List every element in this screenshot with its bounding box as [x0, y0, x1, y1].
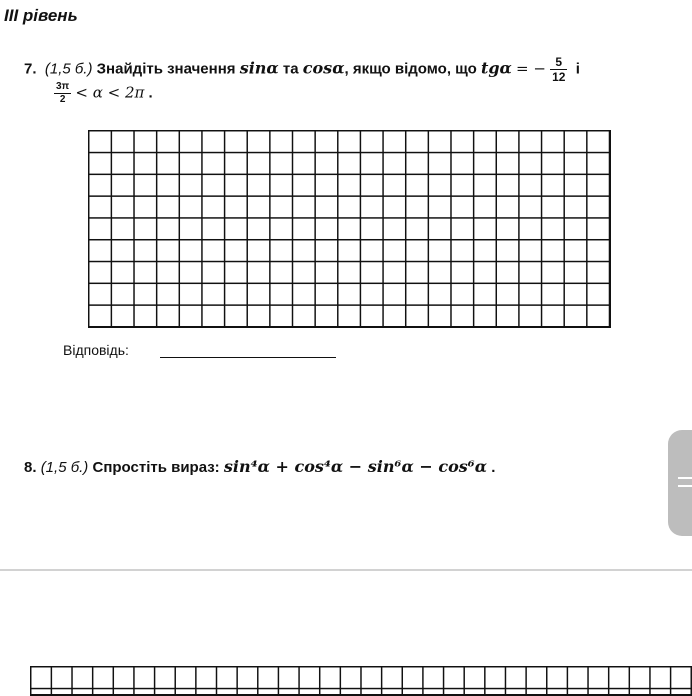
answer-grid-2 — [30, 666, 692, 696]
answer-line[interactable] — [160, 357, 336, 358]
task-8-points: (1,5 б.) — [40, 459, 89, 476]
task-7-cos: cosα — [302, 58, 345, 78]
task-7-points: (1,5 б.) — [44, 60, 93, 78]
task-7-fraction-num: 5 — [550, 56, 567, 70]
task-8-expression: sin⁴α + cos⁴α − sin⁶α − cos⁶α — [223, 457, 488, 476]
answer-grid — [88, 130, 611, 328]
task-8-statement — [24, 457, 495, 476]
task-7-statement — [24, 56, 580, 83]
menu-icon-bar-bottom — [678, 485, 692, 487]
task-7-and2: і — [575, 60, 580, 78]
task-7-sin: sinα — [239, 58, 279, 78]
task-7-period: . — [148, 84, 153, 102]
task-7-fraction-den: 12 — [552, 70, 566, 84]
task-7-cond-den: 2 — [59, 94, 66, 105]
task-7-cond-rest: < α < 2π — [75, 83, 145, 102]
level-heading: III рівень — [4, 6, 78, 25]
task-7-condition — [54, 82, 153, 105]
task-8-number: 8. — [24, 459, 37, 476]
task-8-period: . — [491, 459, 496, 476]
task-7-and: та — [282, 60, 299, 78]
task-7-tg: tgα — [480, 58, 512, 78]
task-7-cond-fraction — [54, 82, 71, 105]
side-panel-tab[interactable] — [668, 430, 692, 536]
page-divider — [0, 569, 692, 571]
task-7-cond-num: 3π — [56, 81, 70, 92]
task-7-number: 7. — [24, 60, 37, 78]
task-7-text-known: , якщо відомо, що — [344, 60, 477, 78]
menu-icon-bar-top — [678, 477, 692, 479]
answer-label: Відповідь: — [63, 342, 129, 358]
task-7-text-find: Знайдіть значення — [96, 60, 236, 78]
task-8-text: Спростіть вираз: — [92, 459, 220, 476]
task-7-fraction — [550, 56, 567, 83]
task-7-equals: = − — [516, 59, 546, 78]
